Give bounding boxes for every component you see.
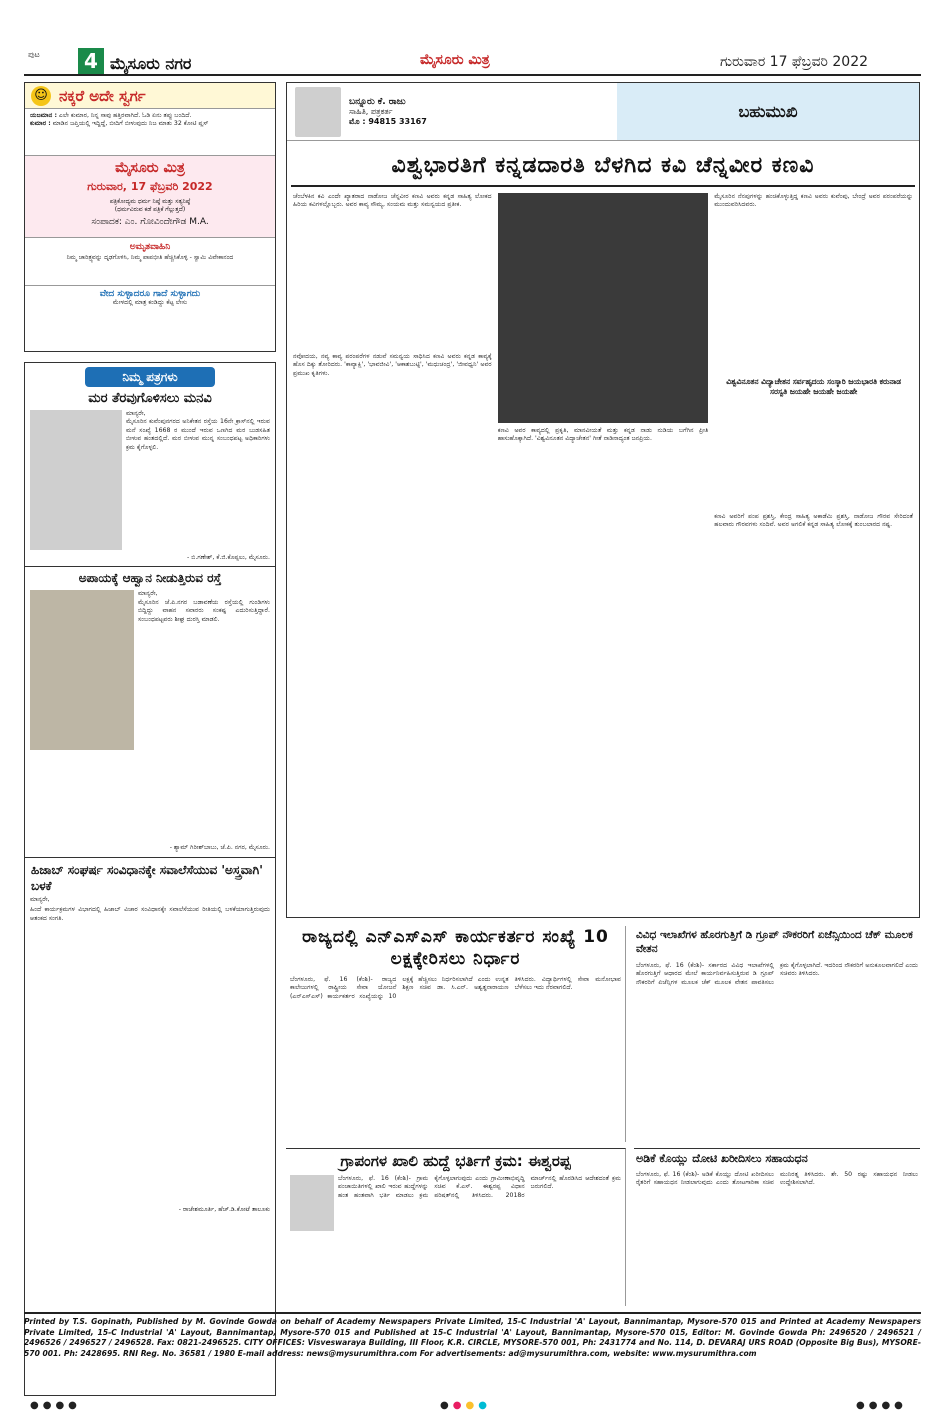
- feature-body: [287, 193, 919, 887]
- feature-body1: ಚೆಂಬೆಳಕಿನ ಕವಿ ಎಂದೇ ಖ್ಯಾತರಾದ ನಾಡೋಜ ಚೆನ್ನವೀರ ಕಣವಿ ಅವರು ಕನ್ನಡ ಸಾಹಿತ್ಯ ಲೋಕದ ಹಿರಿಯ ಕವಿಗಳಲ್ಲೊಬ್ಬರು. ಅವರ ಕಾವ್ಯ ಸೌಮ್ಯ, ಸಂಯಮ ಮತ್ತು ಸಮನ್ವಯದ ಪ್ರತೀಕ.: [293, 193, 492, 209]
- nss-box: [286, 926, 626, 1142]
- feature-col1: [293, 193, 492, 887]
- letter2-title: ಅಪಾಯಕ್ಕೆ ಆಹ್ವಾನ ನೀಡುತ್ತಿರುವ ರಸ್ತೆ: [78, 571, 222, 586]
- letter1-text: [122, 410, 270, 550]
- letter1-intro: ಮಾನ್ಯರೇ,: [126, 410, 146, 417]
- adike-headline: ಅಡಿಕೆ ಕೊಯ್ಲು ದೋಟಿ ಖರೀದಿಸಲು ಸಹಾಯಧನ: [636, 1152, 808, 1165]
- author-role: ಸಾಹಿತಿ, ಪತ್ರಕರ್ತ: [349, 106, 393, 116]
- humor-line1: ಎಲೇ ಕುಮಾರ, ನಿನ್ನ ಸಾವು ಹತ್ತಿರವಾಗಿದೆ. ಓಡಿ ಏನು ತಪ್ಪು ಬಂದಿದೆ.: [58, 112, 192, 119]
- masthead-logo: ಮೈಸೂರು ಮಿತ್ರ: [420, 52, 490, 68]
- masthead-box-line2: (ಧರ್ಮವಿರುವ ಕಡೆ ಪತ್ರಿಕೆ ಗೆಲ್ಲುತ್ತದೆ): [114, 206, 186, 213]
- page-label: ಪುಟ: [28, 50, 40, 59]
- masthead-box-logo: ಮೈಸೂರು ಮಿತ್ರ: [115, 160, 185, 176]
- letter3-sign: - ರಾಜೇಶಮೂರ್ತಿ, ಹೆಚ್.ಡಿ.ಕೋಟೆ ತಾಲೂಕು: [178, 1206, 270, 1214]
- dgroup-body: ಬೆಂಗಳೂರು, ಫೆ. 16 (ಕೆಂಶಿ)- ಸರ್ಕಾರದ ವಿವಿಧ ಇಲಾಖೆಗಳಲ್ಲಿ ಹೊರಗುತ್ತಿಗೆ ಆಧಾರದ ಮೇಲೆ ಕಾರ್ಯನಿರ್ವಹಿಸುತ್ತಿರುವ ಡಿ ಗ್ರೂಪ್ ನೌಕರರಿಗೆ ಏಜೆನ್ಸಿಗಳ ಮೂಲಕ ಚೆಕ್ ಮೂಲಕ ವೇತನ ಪಾವತಿಸಲು ಕ್ರಮ ಕೈಗೊಳ್ಳಲಾಗಿದೆ. ಇದರಿಂದ ನೌಕರರಿಗೆ ಅನುಕೂಲವಾಗಲಿದೆ ಎಂದು ಸಚಿವರು ತಿಳಿಸಿದರು.: [636, 962, 918, 986]
- grama-photo: [290, 1175, 334, 1231]
- footer-imprint: Printed by T.S. Gopinath, Published by M. Govinde Gowda on behalf of Academy Newspapers Private Limited, 15-C Industrial 'A' Layout, Bannimantap, Mysore-570 015 and Printed at Academy Newspapers Private Limited, 15-C Industrial 'A' Layout, Bannimantap, Mysore-570 015 and Published at 15-C Industrial 'A' Layout, Bannimantap, Mysore-570 015, Editor: M. Govinde Gowda Ph: 2496520 / 2496521 / 2496526 / 2496527 / 2496528. Fax: 0821-2496525. CITY OFFICES: Visveswaraya Building, III Floor, K.R. CIRCLE, MYSORE-570 001, Ph: 2431774 and No. 114, D. DEVARAJ URS ROAD (Opposite Big Bus), MYSORE-570 001. Ph: 2428695. RNI Reg. No. 36581 / 1980 E-mail address: news@mysurumithra.com For advertisements: ad@mysurumithra.com, website: www.mysurumithra.com: [24, 1317, 921, 1358]
- vedas-box: [25, 285, 275, 325]
- feature-header: [287, 83, 919, 141]
- humor-text: [25, 109, 275, 155]
- letter3-body: ಹಿಂದೆ ಕಾರ್ಯಕ್ರಮಗಳ ವಿಭಾಗದಲ್ಲಿ ಹಿಜಾಬ್ ವಿಚಾರ ಸಂವಿಧಾನಕ್ಕೇ ಸವಾಲೆಸೆಯುವ ರೀತಿಯಲ್ಲಿ ಬಳಕೆಯಾಗುತ್ತಿರುವುದು ಆತಂಕದ ಸಂಗತಿ.: [30, 906, 270, 922]
- letter2-text: [134, 590, 270, 750]
- letter2-body: ಮೈಸೂರಿನ ಜೆ.ಪಿ.ನಗರ ಬಡಾವಣೆಯ ರಸ್ತೆಯಲ್ಲಿ ಗುಂಡಿಗಳು ಬಿದ್ದಿದ್ದು ವಾಹನ ಸವಾರರು ಸಂಕಷ್ಟ ಎದುರಿಸುತ್ತಿದ್ದಾರೆ. ಸಂಬಂಧಪಟ್ಟವರು ಶೀಘ್ರ ದುರಸ್ತಿ ಮಾಡಲಿ.: [138, 598, 270, 623]
- section-title: ಮೈಸೂರು ನಗರ: [110, 54, 192, 73]
- adike-body: ಬೆಂಗಳೂರು, ಫೆ. 16 (ಕೆಂಶಿ)- ಅಡಿಕೆ ಕೊಯ್ಲು ದೋಟಿ ಖರೀದಿಸಲು ರೈತರಿಗೆ ಸಹಾಯಧನ ನೀಡಲಾಗುವುದು ಎಂದು ತೋಟಗಾರಿಕಾ ಸಚಿವ ಮುನಿರತ್ನ ತಿಳಿಸಿದರು. ಶೇ. 50 ರಷ್ಟು ಸಹಾಯಧನ ನೀಡಲು ಉದ್ದೇಶಿಸಲಾಗಿದೆ.: [636, 1171, 918, 1187]
- letter1-photo: [30, 410, 122, 550]
- letter2-intro: ಮಾನ್ಯರೇ,: [138, 590, 158, 598]
- letter3-intro: ಮಾನ್ಯರೇ,: [30, 895, 50, 903]
- humor-line1-label: ಯಜಮಾನ :: [30, 112, 57, 119]
- nss-body: ಬೆಂಗಳೂರು, ಫೆ. 16 (ಕೆಂಶಿ)- ರಾಜ್ಯದ ಕಾಲೇಜುಗಳಲ್ಲಿ ರಾಷ್ಟ್ರೀಯ ಸೇವಾ ಯೋಜನೆ (ಎನ್‌ಎಸ್‌ಎಸ್) ಕಾರ್ಯಕರ್ತರ ಸಂಖ್ಯೆಯನ್ನು 10 ಲಕ್ಷಕ್ಕೆ ಹೆಚ್ಚಿಸಲು ನಿರ್ಧರಿಸಲಾಗಿದೆ ಎಂದು ಉನ್ನತ ಶಿಕ್ಷಣ ಸಚಿವ ಡಾ. ಸಿ.ಎನ್. ಅಶ್ವತ್ಥನಾರಾಯಣ ತಿಳಿಸಿದರು. ವಿದ್ಯಾರ್ಥಿಗಳಲ್ಲಿ ಸೇವಾ ಮನೋಭಾವ ಬೆಳೆಸಲು ಇದು ನೆರವಾಗಲಿದೆ.: [290, 976, 621, 1000]
- letter1-row: [25, 406, 275, 554]
- grama-box: [286, 1148, 626, 1306]
- feature-box: [286, 82, 920, 918]
- letter1-body: ಮೈಸೂರಿನ ಕುವೆಂಪುನಗರದ ಅನಿಕೇತನ ರಸ್ತೆಯ 16ನೇ ಕ್ರಾಸ್‌ನಲ್ಲಿ ಇರುವ ಮನೆ ಸಂಖ್ಯೆ 1668 ರ ಮುಂದೆ ಇರುವ ಒಣಗಿದ ಮರ ಬುಡಸಹಿತ ಬೀಳುವ ಹಂತದಲ್ಲಿದೆ. ಮರ ಬೀಳುವ ಮುನ್ನ ಸಂಬಂಧಪಟ್ಟ ಅಧಿಕಾರಿಗಳು ಕ್ರಮ ಕೈಗೊಳ್ಳಲಿ.: [126, 418, 270, 451]
- letter2-sign: - ಶ್ಯಾಮ್ ಗಿರೀಶ್‌ಬಾಬು, ಜೆ.ಪಿ. ನಗರ, ಮೈಸೂರು.: [169, 844, 270, 852]
- letter2-row: [25, 586, 275, 754]
- feature-body5: ಕಣವಿ ಅವರಿಗೆ ಪಂಪ ಪ್ರಶಸ್ತಿ, ಕೇಂದ್ರ ಸಾಹಿತ್ಯ ಅಕಾಡೆಮಿ ಪ್ರಶಸ್ತಿ, ನಾಡೋಜ ಗೌರವ ಸೇರಿದಂತೆ ಹಲವಾರು ಗೌರವಗಳು ಸಂದಿವೆ. ಅವರ ಅಗಲಿಕೆ ಕನ್ನಡ ಸಾಹಿತ್ಯ ಲೋಕಕ್ಕೆ ತುಂಬಲಾರದ ನಷ್ಟ.: [714, 513, 913, 529]
- grama-headline: ಗ್ರಾಪಂಗಳ ಖಾಲಿ ಹುದ್ದೆ ಭರ್ತಿಗೆ ಕ್ರಮ: ಈಶ್ವರಪ್ಪ: [286, 1149, 625, 1173]
- vedas-title: ವೇದ ಸುಳ್ಳಾದರೂ ಗಾದೆ ಸುಳ್ಳಾಗದು: [99, 289, 201, 299]
- feature-quote: ವಿಶ್ವವಿನೂತನ ವಿದ್ಯಾಚೇತನ ಸರ್ವಹೃದಯ ಸಂಸ್ಕಾರಿ ಜಯಭಾರತಿ ಕರುನಾಡ ಸರಸ್ವತಿ ಜಯಹೇ ಜಯಹೇ ಜಯಹೇ: [726, 377, 901, 396]
- print-dots-left: ●●●●: [30, 1400, 81, 1411]
- feature-headline: ವಿಶ್ವಭಾರತಿಗೆ ಕನ್ನಡದಾರತಿ ಬೆಳಗಿದ ಕವಿ ಚೆನ್ನವೀರ ಕಣವಿ: [291, 147, 915, 187]
- author-photo: [295, 87, 341, 137]
- feature-body4: ಮೈಸೂರಿನ ನೆನಪುಗಳನ್ನು ಹಂಚಿಕೊಳ್ಳುತ್ತಿದ್ದ ಕಣವಿ ಅವರು ಕುವೆಂಪು, ಬೇಂದ್ರೆ ಅವರ ಪರಂಪರೆಯನ್ನು ಮುಂದುವರಿಸಿದವರು.: [714, 193, 913, 209]
- amruta-title: ಅಮೃತವಾಹಿನಿ: [129, 242, 171, 252]
- masthead-box-editor: ಸಂಪಾದಕ: ಎಂ. ಗೋವಿಂದೇಗೌಡ M.A.: [91, 217, 209, 227]
- amruta-box: [25, 237, 275, 285]
- footer: [24, 1312, 921, 1359]
- nss-headline: ರಾಜ್ಯದಲ್ಲಿ ಎನ್‌ಎಸ್‌ಎಸ್ ಕಾರ್ಯಕರ್ತರ ಸಂಖ್ಯೆ 10 ಲಕ್ಷಕ್ಕೇರಿಸಲು ನಿರ್ಧಾರ: [302, 927, 609, 969]
- feature-body2: ನವೋದಯ, ನವ್ಯ ಕಾವ್ಯ ಪರಂಪರೆಗಳ ನಡುವೆ ಸಮನ್ವಯ ಸಾಧಿಸಿದ ಕಣವಿ ಅವರು ಕನ್ನಡ ಕಾವ್ಯಕ್ಕೆ ಹೊಸ ದಿಕ್ಕು ತೋರಿದರು. 'ಕಾವ್ಯಾಕ್ಷಿ', 'ಭಾವಜೀವಿ', 'ಆಕಾಶಬುಟ್ಟಿ', 'ಮಧುಚಂದ್ರ', 'ಜೀವಧ್ವನಿ' ಅವರ ಪ್ರಮುಖ ಕೃತಿಗಳು.: [293, 353, 492, 377]
- column-box: [617, 83, 919, 140]
- laugh-icon: ☺: [31, 86, 51, 106]
- feature-col2: [498, 193, 709, 887]
- header-date: ಗುರುವಾರ 17 ಫೆಬ್ರವರಿ 2022: [720, 54, 869, 70]
- letter-divider-2: [25, 857, 275, 858]
- humor-line2-label: ಕುಮಾರ :: [30, 120, 51, 128]
- masthead-box: [25, 155, 275, 237]
- amruta-text: ನಿಮ್ಮ ಚಾರಿತ್ರ್ಯವನ್ನು ದೃಢಗೊಳಿಸಿ, ನಿಮ್ಮ ಪಾಪಭೀತಿ ಹೆಚ್ಚಿಸಿಕೊಳ್ಳಿ - ಸ್ವಾಮಿ ವಿವೇಕಾನಂದ: [66, 254, 234, 261]
- grama-body: ಬೆಂಗಳೂರು, ಫೆ. 16 (ಕೆಂಶಿ)- ಗ್ರಾಮ ಪಂಚಾಯಿತಿಗಳಲ್ಲಿ ಖಾಲಿ ಇರುವ ಹುದ್ದೆಗಳನ್ನು ಹಂತ ಹಂತವಾಗಿ ಭರ್ತಿ ಮಾಡಲು ಕ್ರಮ ಕೈಗೊಳ್ಳಲಾಗುವುದು ಎಂದು ಗ್ರಾಮೀಣಾಭಿವೃದ್ಧಿ ಸಚಿವ ಕೆ.ಎಸ್. ಈಶ್ವರಪ್ಪ ವಿಧಾನ ಪರಿಷತ್‌ನಲ್ಲಿ ತಿಳಿಸಿದರು. 2018ರ ಮಾರ್ಚ್‌ನಲ್ಲಿ ಹೊರಡಿಸಿದ ಆದೇಶದಂತೆ ಕ್ರಮ ಜರುಗಲಿದೆ.: [338, 1175, 621, 1199]
- author-box: [287, 83, 617, 140]
- dgroup-headline: ವಿವಿಧ ಇಲಾಖೆಗಳ ಹೊರಗುತ್ತಿಗೆ ಡಿ ಗ್ರೂಪ್ ನೌಕರರಿಗೆ ಏಜೆನ್ಸಿಯಿಂದ ಚೆಕ್ ಮೂಲಕ ವೇತನ: [636, 929, 913, 955]
- left-top-box: [24, 82, 276, 352]
- letters-banner: ನಿಮ್ಮ ಪತ್ರಗಳು: [85, 367, 215, 387]
- page-number: 4: [78, 48, 104, 74]
- author-name: ಬನ್ನೂರು ಕೆ. ರಾಜು: [349, 96, 406, 107]
- author-phone: ಮೊ : 94815 33167: [349, 116, 427, 126]
- letter1-sign: - ಬಿ.ಗಣೇಶ್, ಕೆ.ಜಿ.ಕೊಪ್ಪಲು, ಮೈಸೂರು.: [187, 554, 270, 561]
- letter1-title: ಮರ ತೆರವುಗೊಳಿಸಲು ಮನವಿ: [88, 391, 212, 406]
- column-title: ಬಹುಮುಖಿ: [738, 101, 798, 121]
- humor-header: [25, 83, 275, 109]
- letter2-photo: [30, 590, 134, 750]
- grama-row: [286, 1173, 625, 1297]
- feature-col3: [714, 193, 913, 887]
- feature-body3: ಕಣವಿ ಅವರ ಕಾವ್ಯದಲ್ಲಿ ಪ್ರಕೃತಿ, ಮಾನವೀಯತೆ ಮತ್ತು ಕನ್ನಡ ನಾಡು ನುಡಿಯ ಬಗೆಗಿನ ಪ್ರೀತಿ ಹಾಸುಹೊಕ್ಕಾಗಿದೆ. 'ವಿಶ್ವವಿನೂತನ ವಿದ್ಯಾಚೇತನ' ಗೀತೆ ನಾಡಿನಾದ್ಯಂತ ಜನಪ್ರಿಯ.: [497, 427, 709, 443]
- adike-box: [634, 1148, 920, 1306]
- humor-line2: ಮಾಡಿನ ಜಪ್ತಿಯಲ್ಲಿ ಇದ್ದಿದ್ದೆ, ಬೀದಿಗೆ ಬೀಳುವುದು ನಿಜ ಮಾತು 32 ಕೋಟಿ ಪ್ಲಸ್: [52, 120, 209, 128]
- print-dots-right: ●●●●: [856, 1400, 907, 1411]
- masthead-box-line1: ಪತ್ರಿಕೋದ್ಯಮ ಧರ್ಮ ನಿಷ್ಠೆ ಮತ್ತು ಸತ್ಯನಿಷ್ಠೆ: [109, 198, 191, 205]
- letters-box: [24, 362, 276, 1396]
- dgroup-box: [634, 926, 920, 1142]
- print-dots-center: ●●●●: [440, 1400, 491, 1411]
- vedas-text: ಮೇಳದಲ್ಲಿ ಮಾತ್ರ ಕಂಡಿದ್ದು ಕೆಟ್ಟ ಲೇಸು: [112, 299, 188, 306]
- masthead-box-date: ಗುರುವಾರ, 17 ಫೆಬ್ರವರಿ 2022: [87, 180, 213, 193]
- author-info: [349, 97, 427, 127]
- letter2-body-cont: [25, 754, 275, 844]
- letter-divider: [25, 566, 275, 567]
- poet-photo: [498, 193, 709, 423]
- letter3-title: ಹಿಜಾಬ್ ಸಂಘರ್ಷ ಸಂವಿಧಾನಕ್ಕೇ ಸವಾಲೆಸೆಯುವ 'ಅಸ್ತ್ರವಾಗಿ' ಬಳಕೆ: [31, 862, 263, 893]
- humor-title: ನಕ್ಕರೆ ಅದೇ ಸ್ವರ್ಗ: [59, 86, 146, 105]
